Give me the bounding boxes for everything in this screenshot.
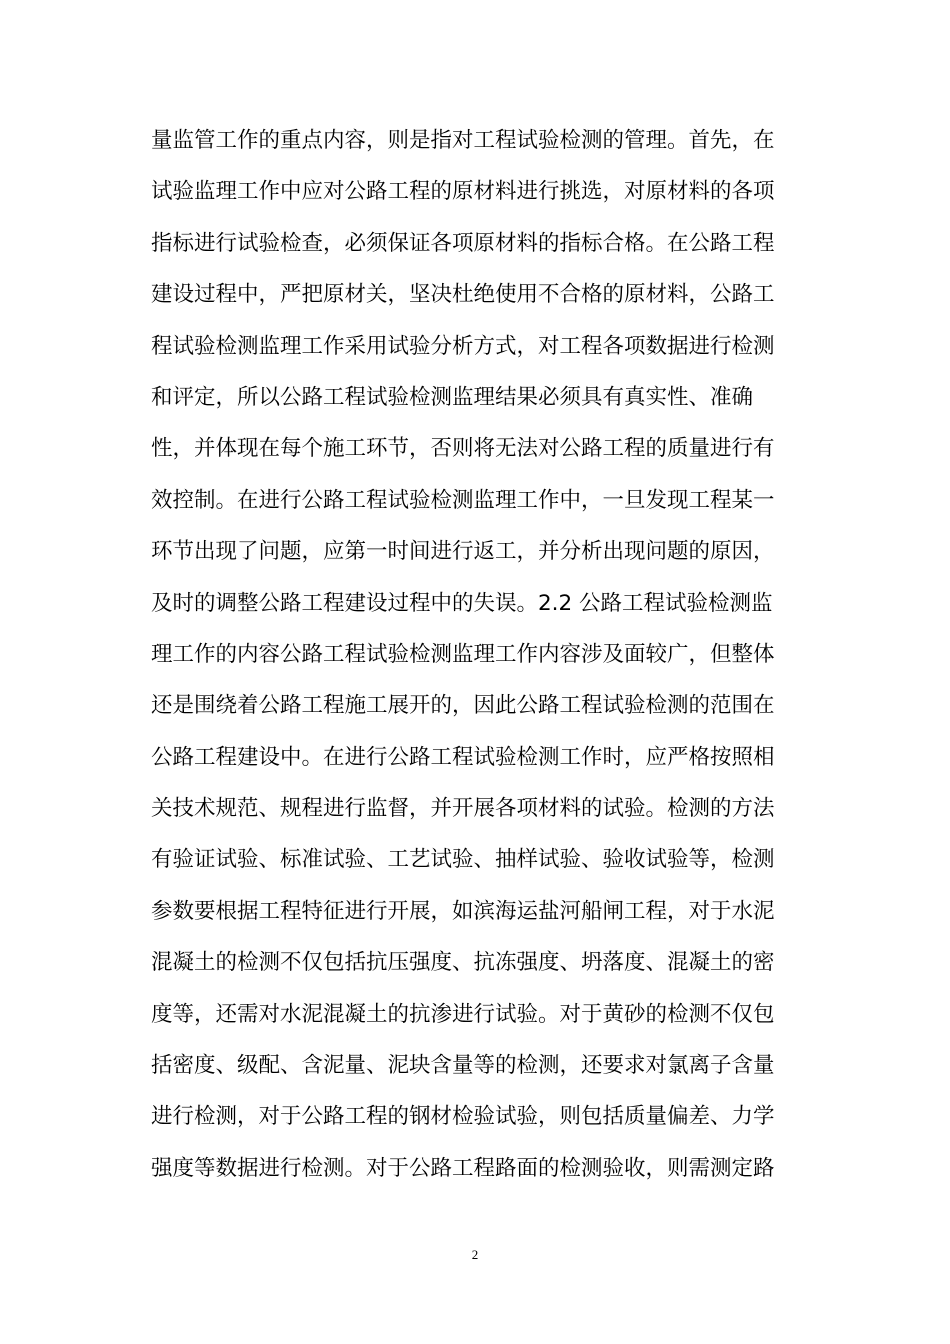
text-line: 性，并体现在每个施工环节，否则将无法对公路工程的质量进行有 — [151, 436, 775, 462]
text-line: 括密度、级配、含泥量、泥块含量等的检测，还要求对氯离子含量 — [151, 1053, 775, 1079]
text-line: 公路工程建设中。在进行公路工程试验检测工作时，应严格按照相 — [151, 744, 775, 770]
text-line: 强度等数据进行检测。对于公路工程路面的检测验收，则需测定路 — [151, 1155, 775, 1181]
page-number: 2 — [471, 1247, 479, 1262]
text-line: 指标进行试验检查，必须保证各项原材料的指标合格。在公路工程 — [151, 230, 775, 256]
body-paragraph — [151, 115, 811, 1194]
text-line: 混凝土的检测不仅包括抗压强度、抗冻强度、坍落度、混凝土的密 — [151, 950, 775, 976]
text-line: 和评定，所以公路工程试验检测监理结果必须具有真实性、准确 — [151, 384, 754, 410]
text-line: 关技术规范、规程进行监督，并开展各项材料的试验。检测的方法 — [151, 796, 775, 822]
text-line: 度等，还需对水泥混凝土的抗渗进行试验。对于黄砂的检测不仅包 — [151, 1001, 775, 1027]
text-line: 进行检测，对于公路工程的钢材检验试验，则包括质量偏差、力学 — [151, 1104, 775, 1130]
text-line: 量监管工作的重点内容，则是指对工程试验检测的管理。首先，在 — [151, 128, 775, 153]
text-line: 环节出现了问题，应第一时间进行返工，并分析出现问题的原因， — [151, 539, 775, 565]
text-line: 效控制。在进行公路工程试验检测监理工作中，一旦发现工程某一 — [151, 487, 775, 513]
text-line: 参数要根据工程特征进行开展，如滨海运盐河船闸工程，对于水泥 — [151, 898, 775, 924]
text-line: 试验监理工作中应对公路工程的原材料进行挑选，对原材料的各项 — [151, 179, 775, 205]
text-line: 还是围绕着公路工程施工展开的，因此公路工程试验检测的范围在 — [151, 693, 775, 719]
text-line: 程试验检测监理工作采用试验分析方式，对工程各项数据进行检测 — [151, 333, 775, 359]
text-line: 有验证试验、标准试验、工艺试验、抽样试验、验收试验等，检测 — [151, 847, 775, 873]
text-line: 理工作的内容公路工程试验检测监理工作内容涉及面较广，但整体 — [151, 641, 775, 667]
text-line: 建设过程中，严把原材关，坚决杜绝使用不合格的原材料，公路工 — [151, 282, 775, 308]
text-line: 及时的调整公路工程建设过程中的失误。2.2 公路工程试验检测监 — [151, 590, 773, 616]
